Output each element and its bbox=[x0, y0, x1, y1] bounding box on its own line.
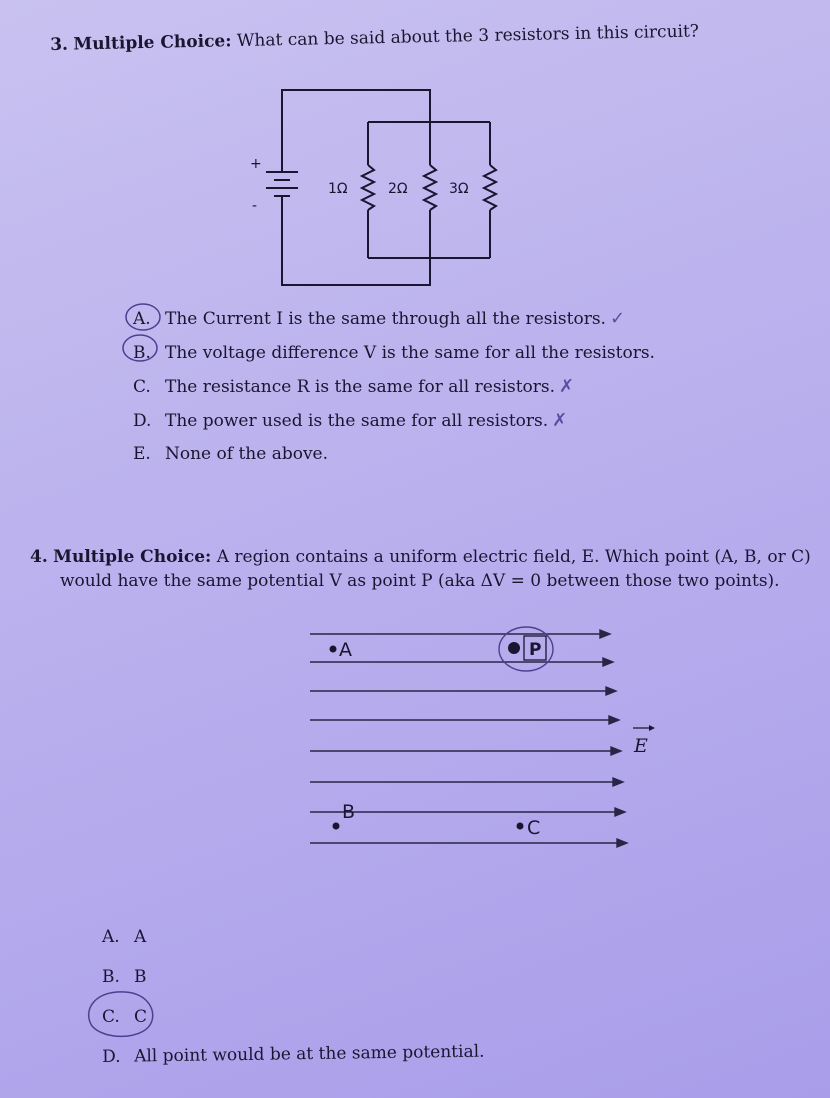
field-label-e: E bbox=[634, 735, 648, 757]
point-a-dot bbox=[330, 646, 337, 653]
question-3-text: What can be said about the 3 resistors in this circuit? bbox=[236, 21, 700, 52]
q3-option-e-text: None of the above. bbox=[165, 444, 329, 464]
q4-option-b[interactable] bbox=[102, 966, 147, 988]
question-4-text-line1: A region contains a uniform electric field, E. Which point (A, B, or C) bbox=[216, 547, 811, 567]
q3-option-b[interactable] bbox=[133, 342, 655, 364]
point-b-dot bbox=[333, 823, 340, 830]
q4-option-a[interactable] bbox=[102, 926, 146, 948]
question-4 bbox=[30, 545, 811, 593]
q3-option-e-letter: E. bbox=[133, 444, 151, 464]
point-p-dot bbox=[508, 642, 520, 654]
battery-minus-label: - bbox=[252, 198, 258, 214]
q4-option-c[interactable] bbox=[102, 1006, 147, 1028]
q3-option-e[interactable] bbox=[133, 443, 328, 465]
q4-option-a-text: A bbox=[134, 927, 147, 947]
question-3-number: 3. bbox=[50, 34, 69, 55]
q4-option-c-letter: C. bbox=[102, 1007, 120, 1027]
question-4-number: 4. bbox=[30, 547, 48, 567]
resistor-3 bbox=[484, 165, 496, 210]
cross-mark-icon: ✗ bbox=[559, 376, 575, 397]
resistor-2-label: 2Ω bbox=[388, 181, 408, 197]
battery-plus-label: + bbox=[250, 156, 262, 172]
q4-option-b-letter: B. bbox=[102, 967, 120, 987]
q4-option-a-letter: A. bbox=[102, 927, 120, 947]
q3-option-d[interactable] bbox=[133, 410, 567, 432]
q4-option-d-letter: D. bbox=[102, 1046, 121, 1067]
point-c-dot bbox=[517, 823, 524, 830]
q3-option-a-letter: A. bbox=[133, 309, 151, 329]
field-diagram bbox=[310, 630, 627, 847]
point-b-label: B bbox=[342, 801, 356, 823]
q4-option-c-text: C bbox=[134, 1007, 148, 1027]
q3-option-a-text: The Current I is the same through all the resistors. bbox=[165, 309, 606, 329]
cross-mark-icon: ✗ bbox=[552, 410, 568, 431]
resistor-3-label: 3Ω bbox=[449, 181, 469, 197]
q4-option-b-text: B bbox=[134, 967, 147, 987]
check-mark-icon: ✓ bbox=[609, 308, 626, 329]
question-3-type: Multiple Choice: bbox=[73, 31, 232, 55]
q3-option-c-text: The resistance R is the same for all resistors. bbox=[165, 377, 556, 397]
q3-option-d-text: The power used is the same for all resistors. bbox=[165, 411, 549, 431]
point-a-label: A bbox=[339, 639, 352, 661]
q3-option-b-letter: B. bbox=[133, 343, 151, 363]
q3-option-c[interactable] bbox=[133, 376, 574, 398]
question-4-type: Multiple Choice: bbox=[53, 547, 212, 567]
point-c-label: C bbox=[527, 817, 541, 839]
q3-option-b-text: The voltage difference V is the same for all the resistors. bbox=[165, 343, 655, 363]
resistor-2 bbox=[424, 165, 436, 210]
q4-option-d-text: All point would be at the same potential. bbox=[134, 1041, 485, 1067]
q3-option-a[interactable] bbox=[133, 308, 625, 330]
q3-option-d-letter: D. bbox=[133, 411, 152, 431]
resistor-1 bbox=[362, 165, 374, 210]
resistor-1-label: 1Ω bbox=[328, 181, 348, 197]
question-4-text-line2: would have the same potential V as point P (aka ΔV = 0 between those two points). bbox=[60, 571, 780, 591]
point-p-label: P bbox=[529, 640, 542, 660]
q3-option-c-letter: C. bbox=[133, 377, 151, 397]
